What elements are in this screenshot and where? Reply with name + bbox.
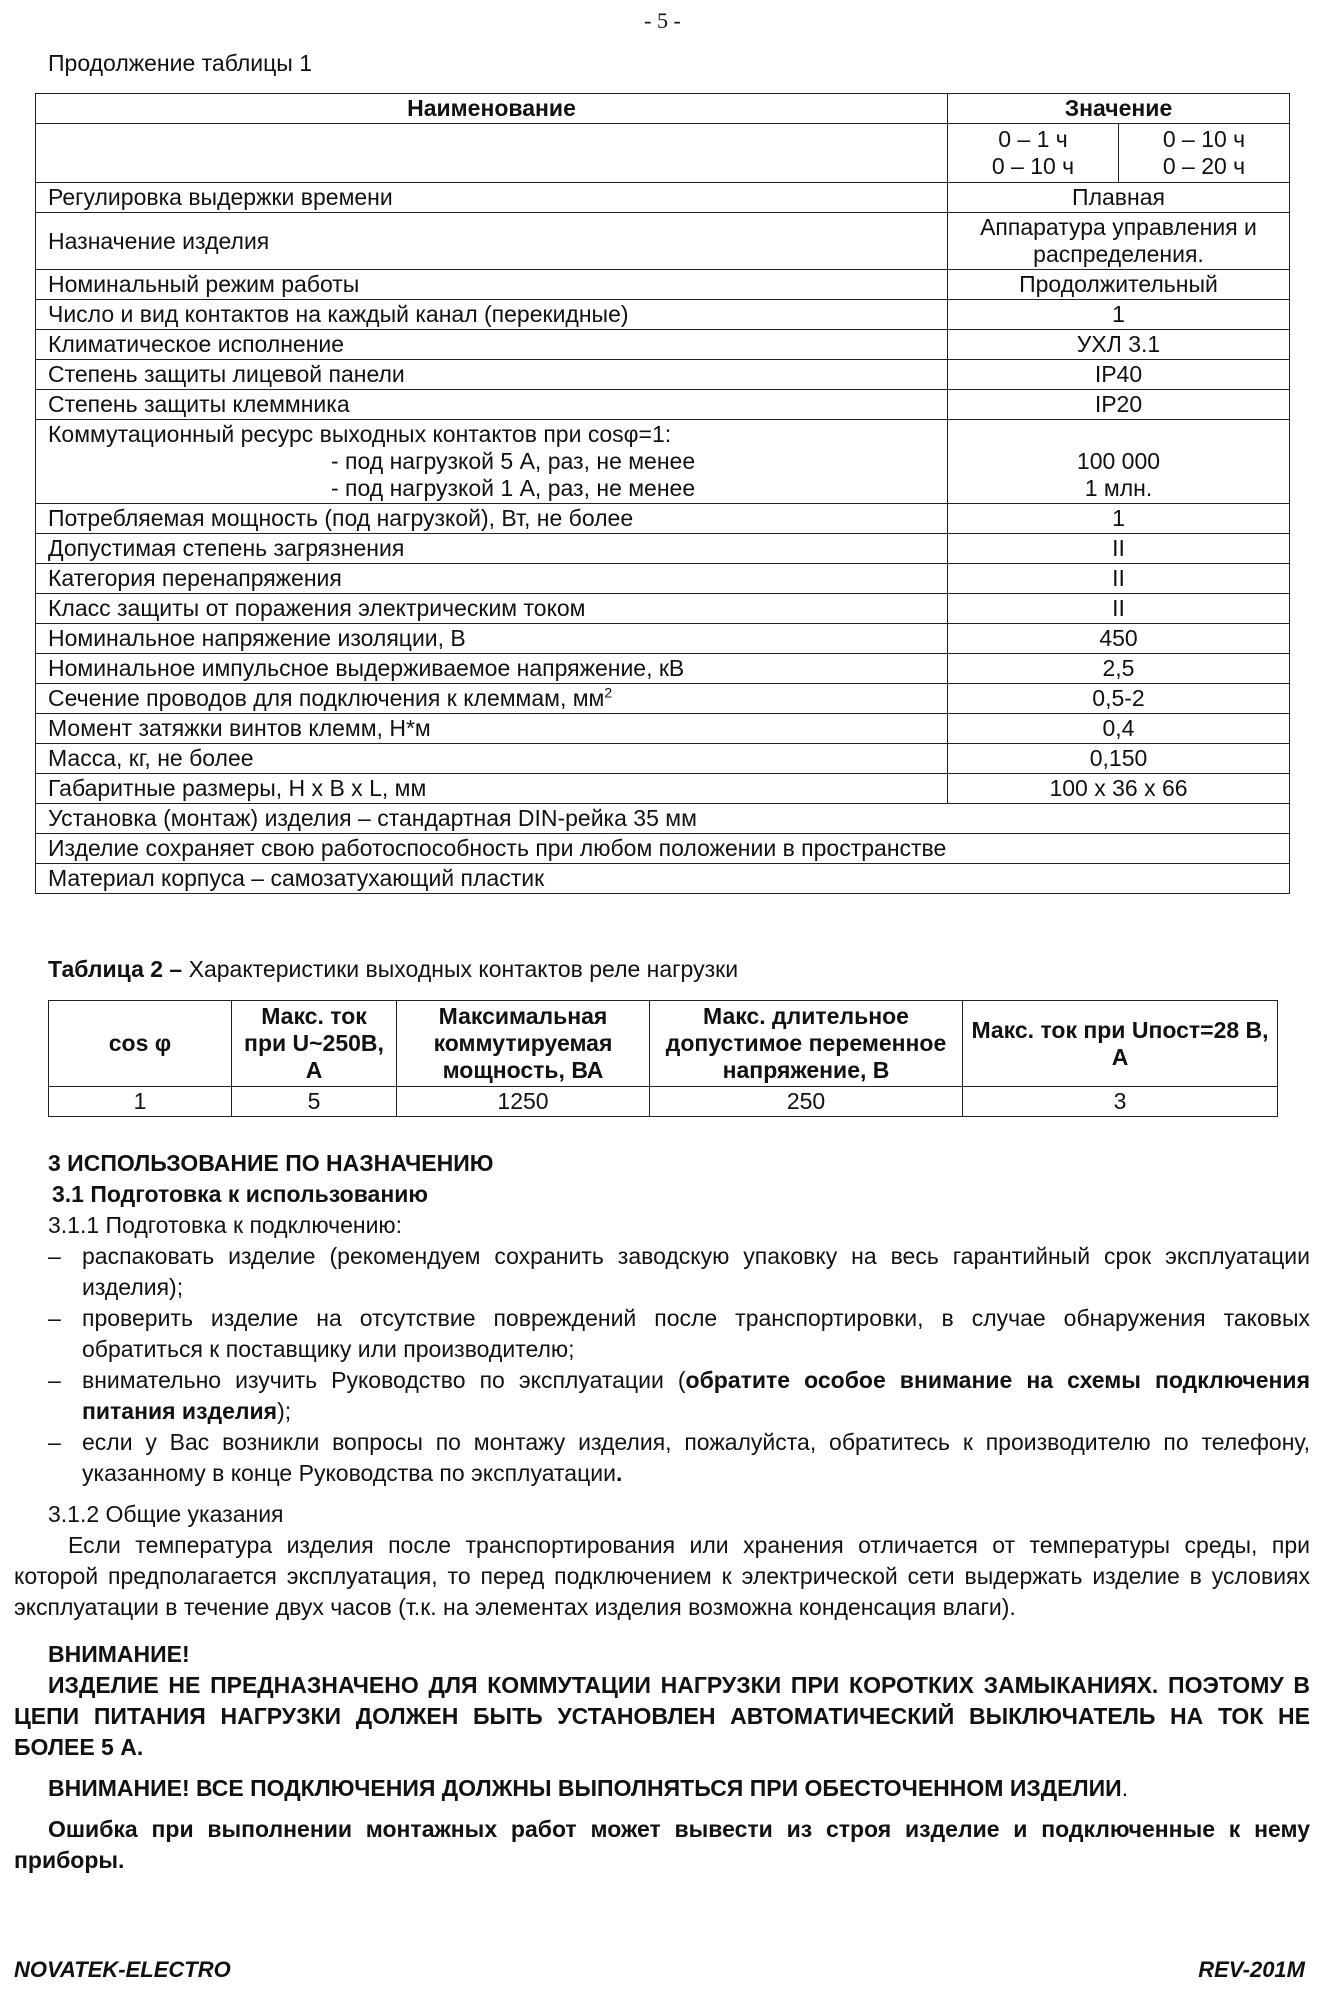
- error-note: Ошибка при выполнении монтажных работ может вывести из строя изделие и подключенные к нему приборы.: [14, 1816, 1310, 1873]
- warning-title: ВНИМАНИЕ!: [48, 1641, 190, 1667]
- row-name: Номинальное напряжение изоляции, В: [36, 624, 948, 654]
- row-name: Климатическое исполнение: [36, 330, 948, 360]
- prep-list: [14, 1241, 1310, 1489]
- t2-cell: 1250: [397, 1087, 650, 1117]
- t2-cell: 3: [963, 1087, 1278, 1117]
- t2-cell: 1: [49, 1087, 232, 1117]
- t2-header-voltage: Макс. длительное допустимое переменное напряжение, В: [650, 1001, 963, 1087]
- row-value: II: [948, 534, 1290, 564]
- row-name: Номинальное импульсное выдерживаемое напряжение, кВ: [36, 654, 948, 684]
- row-name: Номинальный режим работы: [36, 270, 948, 300]
- header-name: Наименование: [36, 94, 948, 124]
- resource-name: [36, 420, 948, 504]
- item4-text: если у Вас возникли вопросы по монтажу изделия, пожалуйста, обратитесь к производителю по телефону, указанному в конце Руководства по эксплуатации: [82, 1429, 1310, 1486]
- table-row: [36, 594, 1290, 624]
- table-row: [36, 564, 1290, 594]
- row-value: 1: [948, 504, 1290, 534]
- wire-sup: 2: [604, 684, 613, 701]
- row-value: 100 x 36 x 66: [948, 774, 1290, 804]
- table-row: [36, 714, 1290, 744]
- contacts-table: [48, 1000, 1278, 1117]
- ranges-row: [36, 124, 1290, 183]
- table-row: [36, 390, 1290, 420]
- range-cell-b: [1119, 124, 1290, 183]
- table-row: [36, 774, 1290, 804]
- resource-title: Коммутационный ресурс выходных контактов при cosφ=1:: [48, 421, 672, 447]
- row-name: Масса, кг, не более: [36, 744, 948, 774]
- row-name: Класс защиты от поражения электрическим током: [36, 594, 948, 624]
- resource-row: [36, 420, 1290, 504]
- resource-value1: 100 000: [1076, 448, 1161, 474]
- row-value: 1: [948, 300, 1290, 330]
- footer-brand: NOVATEK-ELECTRO: [14, 1957, 231, 1982]
- row-name: Категория перенапряжения: [36, 564, 948, 594]
- general-instructions: Если температура изделия после транспортирования или хранения отличается от температуры среды, при которой предполагается эксплуатация, то перед подключением к электрической сети выдержать изделие в условиях эксплуатации в течение двух часов (т.к. на элементах изделия возможна конденсация влаги).: [14, 1532, 1310, 1620]
- span-row: [36, 864, 1290, 894]
- list-item: [14, 1427, 1310, 1489]
- row-value: IP20: [948, 390, 1290, 420]
- warning-power-off: [14, 1773, 1310, 1804]
- table-row: [36, 183, 1290, 213]
- table-row: [36, 360, 1290, 390]
- table-row: [36, 300, 1290, 330]
- table-row: [36, 624, 1290, 654]
- ranges-empty-cell: [36, 124, 948, 183]
- resource-value2: 1 млн.: [1084, 475, 1153, 501]
- range-cell-a: [948, 124, 1119, 183]
- list-item: [14, 1365, 1310, 1427]
- table-row: [36, 654, 1290, 684]
- footer-model: REV-201M: [1198, 1957, 1305, 1982]
- t2-cell: 5: [232, 1087, 397, 1117]
- span-row-text: Материал корпуса – самозатухающий пластик: [36, 864, 1290, 894]
- table-header-row: [36, 94, 1290, 124]
- row-name: Потребляемая мощность (под нагрузкой), Вт, не более: [36, 504, 948, 534]
- section3-title: 3 ИСПОЛЬЗОВАНИЕ ПО НАЗНАЧЕНИЮ: [48, 1150, 494, 1176]
- header-value: Значение: [948, 94, 1290, 124]
- row-value: Аппаратура управления и распределения.: [948, 213, 1290, 270]
- row-value: II: [948, 564, 1290, 594]
- row-value: Продолжительный: [948, 270, 1290, 300]
- table-row: [36, 684, 1290, 714]
- table-row: [36, 330, 1290, 360]
- table2-row: [49, 1087, 1278, 1117]
- specs-table: [35, 93, 1290, 894]
- range-a2: 0 – 10 ч: [991, 153, 1075, 179]
- warning-block: [14, 1639, 1310, 1763]
- row-name: Число и вид контактов на каждый канал (перекидные): [36, 300, 948, 330]
- table2-caption-text: Характеристики выходных контактов реле нагрузки: [182, 956, 739, 982]
- row-name: Назначение изделия: [36, 213, 948, 270]
- span-row: [36, 834, 1290, 864]
- table1-caption: Продолжение таблицы 1: [48, 50, 313, 76]
- t2-header-current: Макс. ток при U~250В, А: [232, 1001, 397, 1087]
- table-row: [36, 270, 1290, 300]
- section3: [14, 1148, 1310, 1876]
- warning-power-off-end: .: [1121, 1775, 1129, 1801]
- item4-end: .: [615, 1460, 623, 1486]
- row-name: Степень защиты лицевой панели: [36, 360, 948, 390]
- t2-cell: 250: [650, 1087, 963, 1117]
- warning-text: ИЗДЕЛИЕ НЕ ПРЕДНАЗНАЧЕНО ДЛЯ КОММУТАЦИИ НАГРУЗКИ ПРИ КОРОТКИХ ЗАМЫКАНИЯХ. ПОЭТОМУ В ЦЕПИ ПИТАНИЯ НАГРУЗКИ ДОЛЖЕН БЫТЬ УСТАНОВЛЕН АВТОМАТИЧЕСКИЙ ВЫКЛЮЧАТЕЛЬ НА ТОК НЕ БОЛЕЕ 5 А.: [14, 1672, 1310, 1760]
- row-value: 450: [948, 624, 1290, 654]
- span-row-text: Установка (монтаж) изделия – стандартная DIN-рейка 35 мм: [36, 804, 1290, 834]
- span-row-text: Изделие сохраняет свою работоспособность при любом положении в пространстве: [36, 834, 1290, 864]
- span-row: [36, 804, 1290, 834]
- table-row: [36, 534, 1290, 564]
- row-value: Плавная: [948, 183, 1290, 213]
- row-name: Степень защиты клеммника: [36, 390, 948, 420]
- row-value: УХЛ 3.1: [948, 330, 1290, 360]
- row-name: Момент затяжки винтов клемм, Н*м: [36, 714, 948, 744]
- table2-caption-label: Таблица 2 –: [48, 956, 183, 982]
- row-value: IP40: [948, 360, 1290, 390]
- warning-power-off-text: ВНИМАНИЕ! ВСЕ ПОДКЛЮЧЕНИЯ ДОЛЖНЫ ВЫПОЛНЯТЬСЯ ПРИ ОБЕСТОЧЕННОМ ИЗДЕЛИИ: [48, 1775, 1122, 1801]
- list-item: – распаковать изделие (рекомендуем сохранить заводскую упаковку на весь гарантийный срок эксплуатации изделия);: [14, 1241, 1310, 1303]
- row-name: Регулировка выдержки времени: [36, 183, 948, 213]
- section31-title: 3.1 Подготовка к использованию: [52, 1181, 428, 1207]
- item3-bold: обратите особое внимание на схемы подключения питания изделия: [82, 1367, 1310, 1424]
- range-b1: 0 – 10 ч: [1162, 126, 1246, 152]
- wire-name-cell: [36, 684, 948, 714]
- table2-caption: [48, 956, 738, 983]
- t2-header-cos: cos φ: [49, 1001, 232, 1087]
- section312-title: 3.1.2 Общие указания: [48, 1501, 284, 1527]
- row-value: 2,5: [948, 654, 1290, 684]
- item3-post: );: [277, 1398, 292, 1424]
- row-name: Допустимая степень загрязнения: [36, 534, 948, 564]
- table-row: [36, 213, 1290, 270]
- section311-title: 3.1.1 Подготовка к подключению:: [48, 1212, 403, 1238]
- list-item: – проверить изделие на отсутствие повреждений после транспортировки, в случае обнаружения таковых обратиться к поставщику или производителю;: [14, 1303, 1310, 1365]
- row-value: 0,150: [948, 744, 1290, 774]
- table-row: [36, 744, 1290, 774]
- row-value: 0,5-2: [948, 684, 1290, 714]
- resource-line2: - под нагрузкой 1 А, раз, не менее: [331, 475, 696, 501]
- resource-value: [948, 420, 1290, 504]
- t2-header-power: Максимальная коммутируемая мощность, ВА: [397, 1001, 650, 1087]
- row-value: II: [948, 594, 1290, 624]
- range-a1: 0 – 1 ч: [998, 126, 1068, 152]
- resource-line1: - под нагрузкой 5 А, раз, не менее: [331, 448, 696, 474]
- page-number: - 5 -: [644, 8, 681, 33]
- range-b2: 0 – 20 ч: [1162, 153, 1246, 179]
- row-value: 0,4: [948, 714, 1290, 744]
- t2-header-dc-current: Макс. ток при Uпост=28 В, А: [963, 1001, 1278, 1087]
- wire-name: Сечение проводов для подключения к клеммам, мм: [48, 685, 605, 711]
- table2-header-row: [49, 1001, 1278, 1087]
- table-row: [36, 504, 1290, 534]
- item3-pre: внимательно изучить Руководство по эксплуатации (: [82, 1367, 686, 1393]
- row-name: Габаритные размеры, H x B x L, мм: [36, 774, 948, 804]
